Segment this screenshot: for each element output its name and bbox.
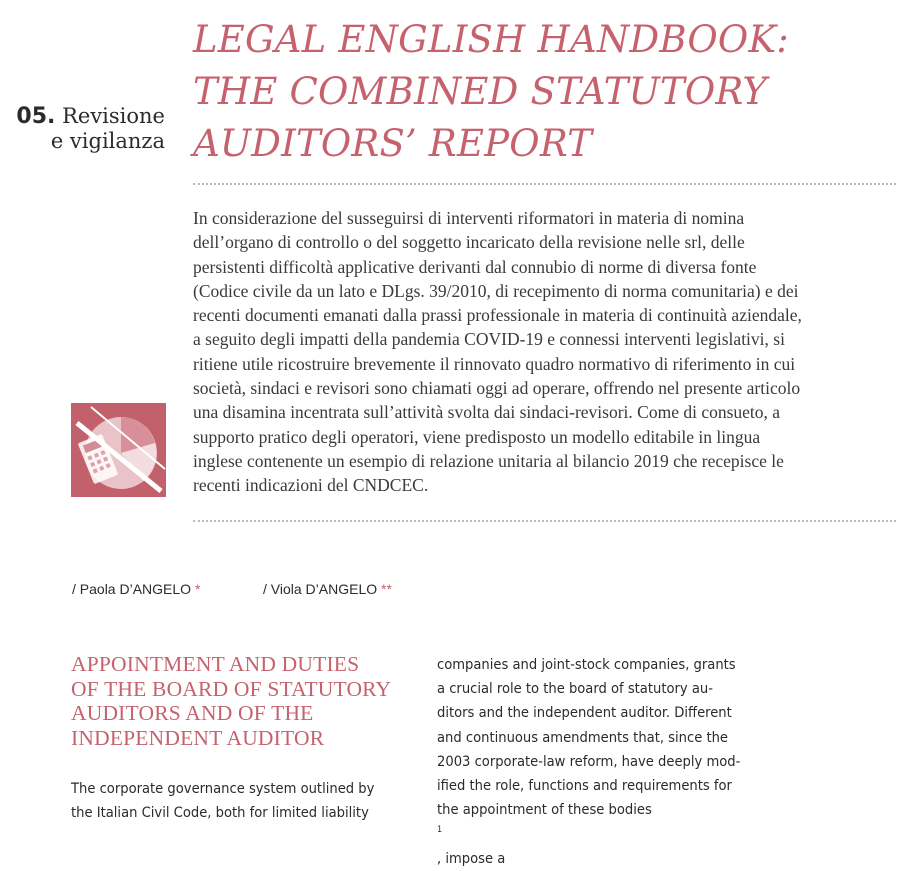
body-line: and continuous amendments that, since the: [437, 728, 728, 746]
heading-line: OF THE BOARD OF STATUTORY: [71, 676, 392, 701]
author-bar: [72, 581, 900, 601]
intro-line: a seguito degli impatti della pandemia COVID-19 e connessi interventi legislativi, si: [193, 329, 785, 350]
section-name-line1: Revisione: [62, 104, 165, 128]
body-line: the Italian Civil Code, both for limited liability: [71, 804, 369, 822]
title-line: AUDITORS’ REPORT: [193, 122, 593, 165]
intro-line: una disamina incentrata sull’attività svolta dai sindaci-revisori. Come di consueto, a: [193, 402, 781, 423]
body-line: The corporate governance system outlined by: [71, 780, 375, 797]
author-1: / Paola D’ANGELO *: [72, 581, 201, 597]
intro-line: dell’organo di controllo o del soggetto incaricato della revisione nelle srl, delle: [193, 232, 745, 253]
body-line: companies and joint-stock companies, grants: [437, 656, 736, 673]
body-line: ified the role, functions and requirements for: [437, 777, 732, 795]
section-number: 05.: [16, 104, 56, 129]
footnote-star: *: [194, 581, 201, 597]
intro-abstract: [193, 206, 898, 498]
bottom-divider: [193, 520, 896, 522]
author-name: Paola D’ANGELO: [79, 581, 192, 597]
intro-line: persistenti difficoltà applicative derivanti dal connubio di norme di diversa fonte: [193, 256, 757, 277]
heading-line: APPOINTMENT AND DUTIES: [71, 652, 360, 676]
intro-line: recenti indicazioni del CNDCEC.: [193, 475, 429, 496]
calculator-chart-icon: [71, 403, 166, 497]
author-2: / Viola D’ANGELO **: [263, 581, 392, 597]
intro-line: società, sindaci e revisori sono chiamati oggi ad operare, offrendo nel presente articolo: [193, 378, 801, 399]
intro-line: ritiene utile ricostruire brevemente il rinnovato quadro normativo di riferimento in cui: [193, 353, 796, 374]
body-line-with-footnote: the appointment of these bodies $^1$ , impose a: [437, 801, 652, 867]
left-column-text: [71, 777, 374, 825]
intro-line: In considerazione del susseguirsi di interventi riformatori in materia di nomina: [193, 208, 745, 228]
footnote-star: **: [381, 581, 392, 597]
intro-line: (Codice civile da un lato e DLgs. 39/2010, di recepimento di norma comunitaria) e dei: [193, 280, 799, 301]
body-line: 2003 corporate-law reform, have deeply mod-: [437, 752, 741, 770]
right-column-text: [437, 653, 740, 871]
body-line: ditors and the independent auditor. Different: [437, 704, 732, 722]
title-line: LEGAL ENGLISH HANDBOOK:: [193, 18, 789, 61]
intro-line: supporto pratico degli operatori, viene predisposto un modello editabile in lingua: [193, 426, 761, 447]
section-heading: [71, 652, 411, 750]
title-line: THE COMBINED STATUTORY: [193, 70, 767, 113]
heading-line: AUDITORS AND OF THE: [71, 701, 314, 725]
section-label: [16, 104, 165, 154]
intro-line: inglese contenente un esempio di relazione unitaria al bilancio 2019 che recepisce le: [193, 450, 784, 471]
footnote-ref[interactable]: 1: [437, 825, 443, 836]
article-title: [193, 14, 893, 170]
heading-line: INDEPENDENT AUDITOR: [71, 725, 325, 750]
author-name: Viola D’ANGELO: [270, 581, 378, 597]
top-divider: [193, 183, 896, 185]
section-name-line2: e vigilanza: [50, 129, 165, 153]
intro-line: recenti documenti emanati dalla prassi professionale in materia di continuità aziendale,: [193, 305, 802, 326]
body-line: a crucial role to the board of statutory au-: [437, 680, 713, 698]
